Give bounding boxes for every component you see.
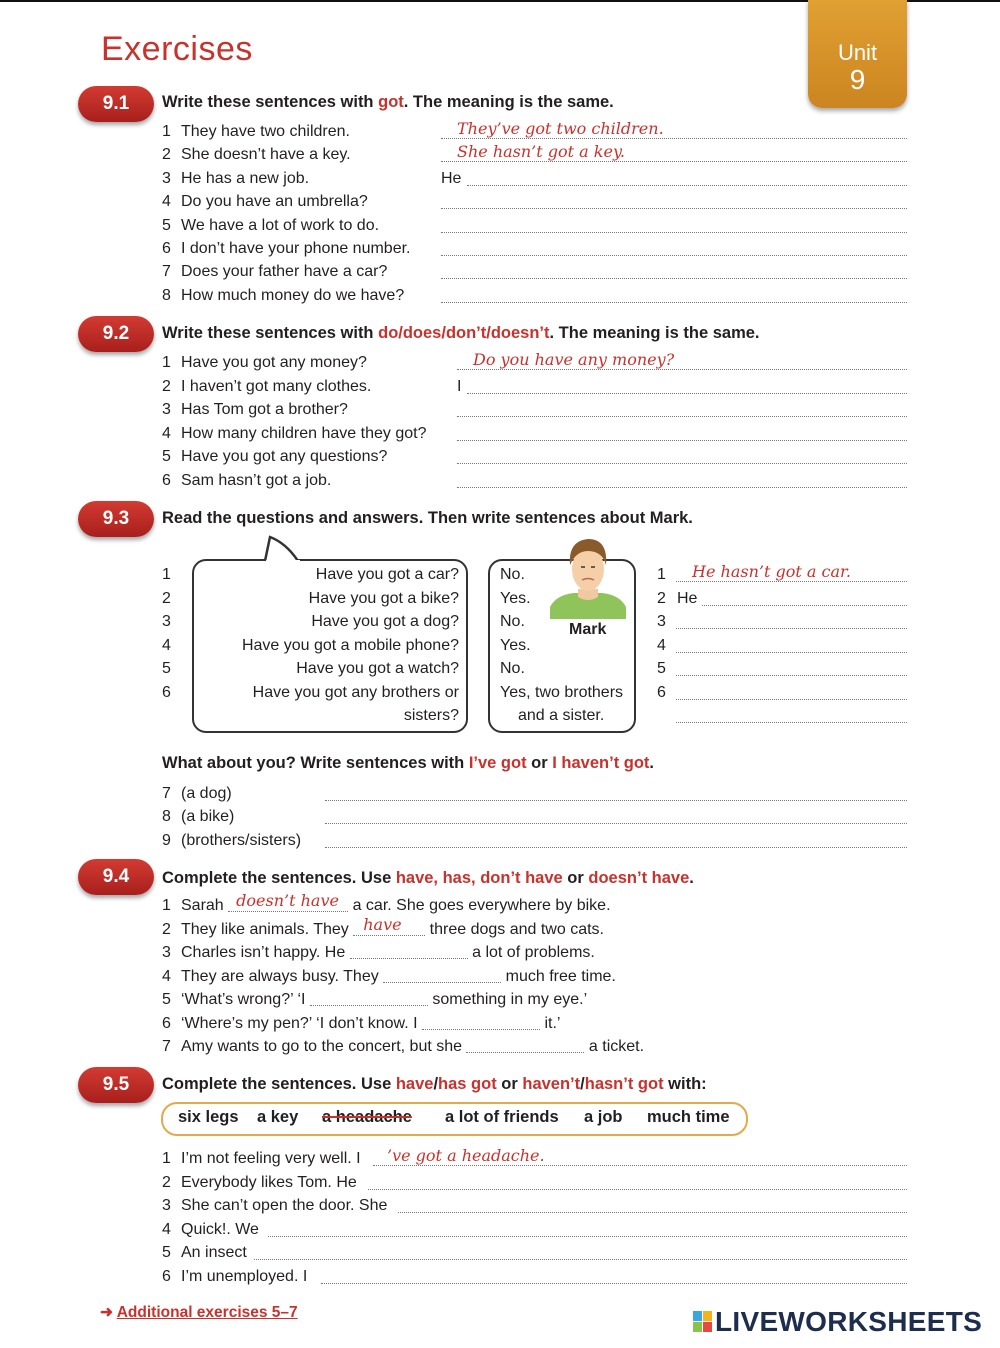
item-text: They have two children. [181,123,350,140]
word-option: much time [647,1108,730,1126]
sentence-item [162,471,331,491]
item-number: 3 [162,401,171,419]
question-text: Have you got a watch? [296,660,459,677]
exercise-instruction-9-1: Write these sentences with got. The meaning is the same. [162,93,614,111]
answer-text: have [363,914,402,934]
answer-text: They’ve got two children. [457,119,664,138]
sentence-item [162,447,387,467]
answer-line[interactable] [676,662,907,676]
item-number: 2 [162,920,171,938]
answer-line[interactable] [368,1176,907,1190]
answer-line[interactable] [321,1270,907,1284]
line-number: 1 [657,566,666,583]
item-text: I’m unemployed. I [181,1267,308,1285]
about-you-item [162,831,301,851]
additional-exercises-label: Additional exercises 5–7 [116,1304,298,1321]
item-text: Has Tom got a brother? [181,401,348,419]
word-option: a key [257,1108,299,1126]
gap-field[interactable] [466,1037,584,1053]
answer-text: doesn’t have [236,891,339,910]
question-number: 5 [162,660,171,677]
item-text: Do you have an umbrella? [181,193,368,211]
item-text: Sam hasn’t got a job. [181,472,332,489]
answer-short: No. [500,660,525,677]
answer-line[interactable] [398,1199,907,1213]
answer-short: Yes. [500,589,531,607]
item-number: 3 [162,944,171,961]
item-text: She can’t open the door. She [181,1197,388,1214]
item-number: 6 [162,1014,171,1032]
item-number: 1 [162,897,171,914]
question-number: 3 [162,613,171,630]
sentence-item [162,239,411,259]
fill-sentence [162,943,595,963]
exercise-badge-9-2: 9.2 [78,316,154,352]
exercise-badge-9-1: 9.1 [78,86,154,122]
gap-field[interactable] [228,891,348,912]
answer-short: Yes. [500,636,531,654]
item-number: 1 [162,354,171,371]
sentence-start: They like animals. They [181,920,354,938]
logo-text: LIVEWORKSHEETS [715,1306,983,1337]
item-text: Quick!. We [181,1220,259,1238]
sentence-item [162,122,350,142]
item-number: 2 [162,1173,171,1191]
answer-line[interactable] [676,639,907,653]
answer-line[interactable] [441,265,907,279]
exercise-instruction-9-3: Read the questions and answers. Then write sentences about Mark. [162,509,693,527]
answer-line[interactable] [325,787,907,801]
item-number: 4 [162,967,171,985]
word-option: six legs [178,1108,239,1126]
answer-line[interactable] [676,615,907,629]
sentence-item [162,1243,247,1263]
question-text: sisters? [403,707,459,724]
item-number: 4 [162,193,171,211]
item-number: 5 [162,1244,171,1261]
sentence-item [162,1267,307,1287]
answer-short: No. [500,613,525,630]
answer-prefix: He [441,169,462,187]
item-text: I haven’t got many clothes. [181,377,372,395]
sentence-item [162,286,404,306]
sentence-item [162,1173,357,1193]
gap-field[interactable] [310,990,428,1006]
answer-line[interactable] [325,834,907,848]
sentence-item [162,353,367,373]
item-number: 6 [162,472,171,489]
answer-short: No. [500,566,525,583]
sentence-start: ‘Where’s my pen?’ ‘I don’t know. I [181,1014,422,1032]
speech-bubble-tail [262,535,306,563]
item-number: 2 [162,377,171,395]
answer-line[interactable] [441,242,907,256]
sentence-item [162,424,426,444]
fill-sentence [162,967,616,987]
word-crossed-out: a headache [322,1108,412,1126]
line-number: 5 [657,660,666,677]
item-text: Have you got any money? [181,354,367,371]
answer-line[interactable] [702,592,907,606]
fill-sentence [162,990,587,1010]
question-text: Have you got a bike? [308,589,459,607]
answer-line[interactable] [457,427,907,441]
liveworksheets-logo [693,1306,982,1338]
item-text: Have you got any questions? [181,448,388,466]
answer-text: ’ve got a headache. [387,1146,545,1165]
answer-line[interactable] [441,219,907,233]
sentence-item [162,1149,361,1169]
question-text: Have you got any brothers or [252,683,459,701]
unit-number: 9 [849,64,866,95]
answer-line[interactable] [676,686,907,700]
question-number: 6 [162,683,171,701]
gap-field[interactable] [422,1014,540,1030]
word-option: a lot of friends [445,1108,559,1126]
item-number: 7 [162,263,171,281]
answer-prefix: I [457,377,462,395]
item-text: How many children have they got? [181,424,427,442]
gap-field[interactable] [353,914,425,936]
sentence-item [162,262,387,282]
fill-sentence [162,1037,644,1057]
answer-text: He hasn’t got a car. [692,562,851,581]
sentence-end: something in my eye.’ [427,991,588,1008]
sentence-item [162,192,368,212]
item-number: 5 [162,448,171,466]
item-number: 3 [162,1197,171,1214]
sentence-end: it.’ [540,1014,561,1032]
item-text: We have a lot of work to do. [181,216,380,234]
item-text: Everybody likes Tom. He [181,1173,357,1191]
item-text: I don’t have your phone number. [181,240,411,257]
exercise-instruction-9-2: Write these sentences with do/does/don’t/doesn’t. The meaning is the same. [162,324,760,342]
item-number: 7 [162,785,171,802]
about-you-item [162,784,232,804]
answer-short: and a sister. [518,707,605,724]
line-number: 2 [657,589,666,607]
exercise-badge-9-5: 9.5 [78,1067,154,1103]
fill-sentence [162,891,611,916]
sentence-start: ‘What’s wrong?’ ‘I [181,991,310,1008]
what-about-you-instruction: What about you? Write sentences with I’ve got or I haven’t got. [162,754,655,772]
sentence-end: a ticket. [584,1038,645,1055]
item-text: (brothers/sisters) [181,831,302,849]
answer-line[interactable] [457,403,907,417]
exercise-badge-9-3: 9.3 [78,501,154,537]
line-number: 3 [657,613,666,630]
exercise-badge-9-4: 9.4 [78,859,154,895]
question-number: 4 [162,636,171,654]
mark-name: Mark [569,621,607,638]
answer-line[interactable] [676,709,907,723]
item-number: 6 [162,1267,171,1285]
unit-label: Unit [837,40,878,65]
item-number: 8 [162,286,171,304]
item-number: 2 [162,146,171,164]
question-text: Have you got a car? [315,566,459,583]
answer-line[interactable] [457,474,907,488]
question-number: 2 [162,589,171,607]
item-number: 1 [162,123,171,140]
answer-line[interactable] [467,380,907,394]
sentence-start: They are always busy. They [181,967,384,985]
sentence-end: much free time. [501,967,616,985]
item-text: (a dog) [181,785,232,802]
exercise-instruction-9-5: Complete the sentences. Use have/has got or haven’t/hasn’t got with: [162,1075,707,1093]
question-text: Have you got a mobile phone? [241,636,459,654]
gap-field[interactable] [383,967,501,983]
item-number: 7 [162,1038,171,1055]
sentence-end: three dogs and two cats. [425,920,604,938]
unit-tab [808,0,907,108]
item-number: 4 [162,1220,171,1238]
sentence-start: Amy wants to go to the concert, but she [181,1038,467,1055]
item-number: 6 [162,240,171,257]
sentence-item [162,400,348,420]
about-you-item [162,807,234,827]
item-number: 5 [162,216,171,234]
item-number: 3 [162,169,171,187]
fill-sentence [162,914,604,940]
item-text: I’m not feeling very well. I [181,1150,361,1167]
answer-line[interactable] [325,810,907,824]
item-text: An insect [181,1244,247,1261]
sentence-item [162,216,379,236]
sentence-item [162,145,351,165]
fill-sentence [162,1014,560,1034]
item-text: He has a new job. [181,169,310,187]
answer-line[interactable] [254,1246,907,1260]
sentence-start: Charles isn’t happy. He [181,944,350,961]
sentence-item [162,1220,259,1240]
sentence-end: a lot of problems. [467,944,595,961]
item-number: 1 [162,1150,171,1167]
question-text: Have you got a dog? [311,613,459,630]
answer-text: Do you have any money? [473,350,675,369]
item-number: 5 [162,991,171,1008]
item-number: 8 [162,808,171,826]
mark-portrait [550,535,626,619]
answer-line[interactable] [467,172,907,186]
answer-line[interactable] [441,195,907,209]
item-number: 4 [162,424,171,442]
item-text: She doesn’t have a key. [181,146,351,164]
sentence-item [162,169,309,189]
item-number: 9 [162,831,171,849]
sentence-item [162,1196,387,1216]
answer-text: She hasn’t got a key. [457,142,625,162]
exercise-instruction-9-4: Complete the sentences. Use have, has, don’t have or doesn’t have. [162,869,694,887]
logo-tiles-icon [693,1311,713,1333]
answer-short: Yes, two brothers [500,683,624,701]
additional-exercises-link[interactable] [100,1303,298,1322]
answer-line[interactable] [457,450,907,464]
gap-field[interactable] [350,943,468,959]
answer-line[interactable] [268,1223,907,1237]
answer-prefix: He [677,589,698,607]
item-text: (a bike) [181,808,235,826]
arrow-right-icon: ➜ [100,1304,113,1321]
sentence-start: Sarah [181,897,229,914]
page-title: Exercises [101,30,253,68]
line-number: 4 [657,636,666,654]
item-text: How much money do we have? [181,286,405,304]
sentence-end: a car. She goes everywhere by bike. [348,897,611,914]
answer-line[interactable] [441,289,907,303]
word-option: a job [584,1108,623,1126]
line-number: 6 [657,683,666,701]
sentence-item [162,377,371,397]
item-text: Does your father have a car? [181,263,388,281]
question-number: 1 [162,566,171,583]
